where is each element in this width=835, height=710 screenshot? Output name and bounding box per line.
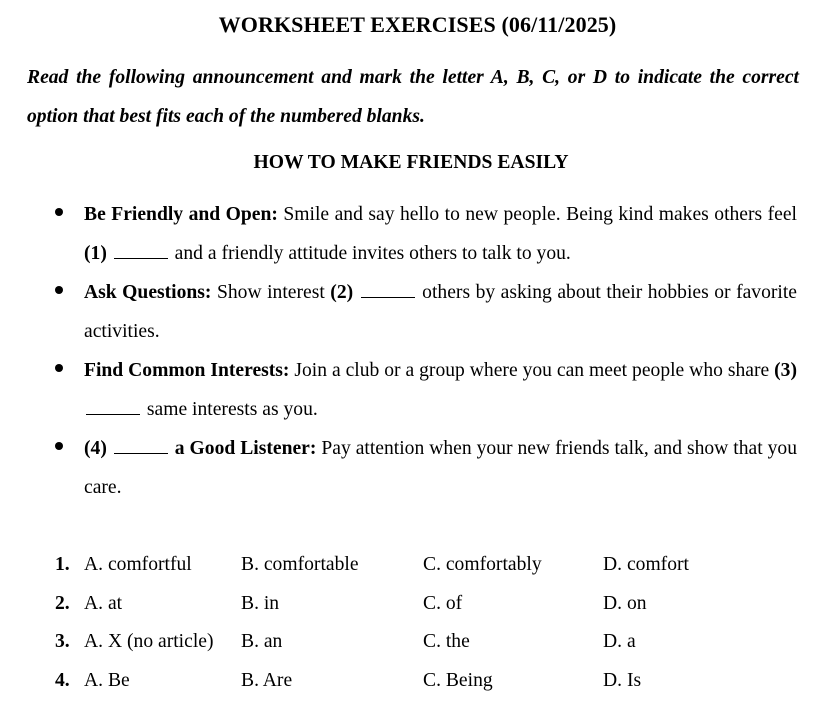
question-row: [0, 546, 835, 585]
blank-label: (4): [84, 438, 107, 459]
tip-heading: a Good Listener:: [169, 438, 317, 459]
tip-text: Pay attention when your new friends talk, and show that you care.: [84, 438, 797, 498]
tip-text: Show interest: [211, 282, 331, 303]
tip-text: Smile and say hello to new people. Being kind makes others feel: [277, 204, 797, 225]
bullet-icon: [55, 286, 63, 294]
bullet-icon: [55, 208, 63, 216]
option-c: C. Being: [423, 669, 493, 691]
tip-text: and a friendly attitude invites others to talk to you.: [174, 243, 571, 264]
option-c: C. comfortably: [423, 554, 542, 575]
question-row: [0, 585, 835, 624]
option-b: B. in: [241, 592, 280, 614]
option-d: D. comfort: [603, 554, 689, 575]
option-b: B. comfortable: [241, 554, 359, 575]
tip-item-4: [0, 429, 835, 507]
question-number: 3.: [55, 631, 70, 653]
blank-line: [361, 281, 415, 298]
tip-item-2: [0, 273, 835, 351]
blank-label: (3): [774, 360, 797, 381]
bullet-icon: [55, 364, 63, 372]
tip-text: Join a club or a group where you can meet people who share: [289, 360, 775, 381]
question-number: 4.: [55, 669, 70, 691]
question-row: [0, 662, 835, 701]
tips-list: [0, 195, 835, 507]
tip-heading: Ask Questions:: [84, 282, 212, 303]
tip-item-3: [0, 351, 835, 429]
tip-text: same interests as you.: [142, 399, 318, 420]
option-a: A. at: [84, 592, 123, 614]
option-d: D. a: [603, 631, 636, 653]
question-row: [0, 623, 835, 662]
option-d: D. on: [603, 592, 647, 614]
tip-item-1: [0, 195, 835, 273]
tip-text: others by asking about their hobbies or favorite activities.: [84, 282, 797, 342]
blank-label: (1): [84, 243, 107, 264]
question-number: 1.: [55, 554, 70, 575]
blank-line: [86, 398, 140, 415]
tip-heading: Be Friendly and Open:: [84, 204, 278, 225]
tip-heading: Find Common Interests:: [84, 360, 290, 381]
option-b: B. Are: [241, 669, 293, 691]
option-c: C. the: [423, 631, 470, 653]
option-d: D. Is: [603, 669, 642, 691]
question-number: 2.: [55, 592, 70, 614]
answer-options: [0, 546, 835, 700]
passage-title: HOW TO MAKE FRIENDS EASILY: [253, 152, 569, 173]
option-b: B. an: [241, 631, 283, 653]
worksheet-title: WORKSHEET EXERCISES (06/11/2025): [218, 12, 617, 37]
option-c: C. of: [423, 592, 463, 614]
option-a: A. X (no article): [84, 631, 214, 653]
blank-line: [114, 437, 168, 454]
blank-label: (2): [330, 282, 354, 303]
bullet-icon: [55, 442, 63, 450]
option-a: A. comfortful: [84, 554, 192, 575]
blank-line: [114, 242, 168, 259]
instructions-text: Read the following announcement and mark the letter A, B, C, or D to indicate the correct option that best fits each of the numbered blanks.: [27, 67, 799, 127]
option-a: A. Be: [84, 669, 130, 691]
